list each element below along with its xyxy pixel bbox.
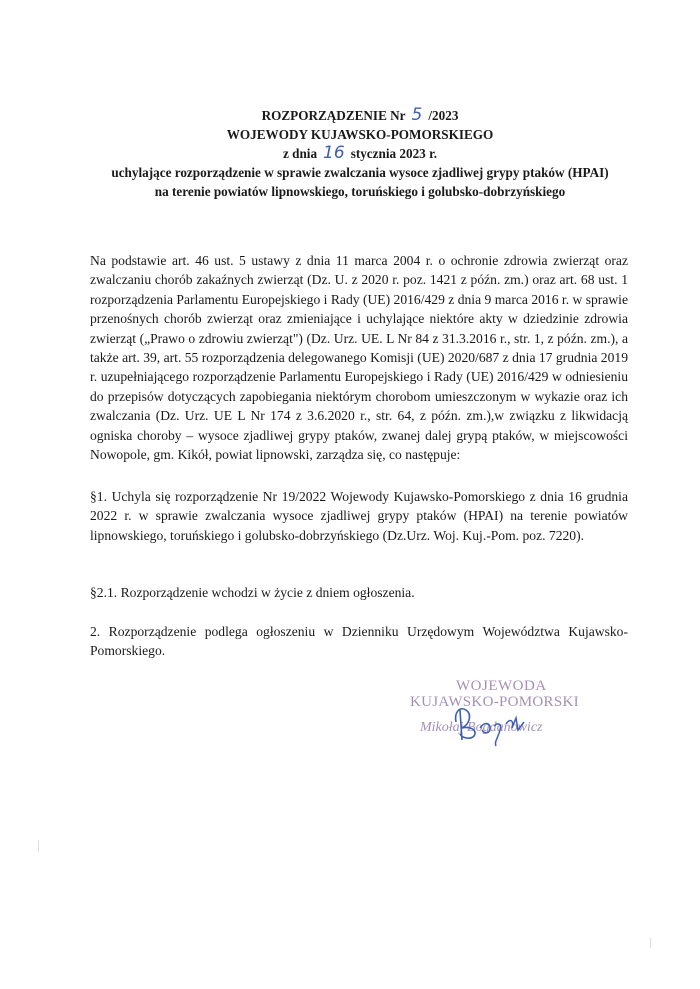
- stamp-line-1: WOJEWODA: [456, 678, 547, 694]
- paragraph-2-2: 2. Rozporządzenie podlega ogłoszeniu w Dzienniku Urzędowym Województwa Kujawsko-Pomorskiego.: [90, 624, 628, 659]
- title-line: [80, 106, 640, 125]
- handwritten-day: 16: [323, 143, 345, 163]
- document-header: [80, 106, 640, 201]
- subject-line-2: na terenie powiatów lipnowskiego, toruńskiego i golubsko-dobrzyńskiego: [154, 184, 566, 199]
- date-suffix: stycznia 2023 r.: [350, 146, 438, 161]
- scan-mark: [650, 938, 651, 948]
- handwritten-number: 5: [411, 105, 423, 125]
- stamp-line-3: Mikołaj Bogdanowicz: [420, 720, 543, 735]
- title-suffix: /2023: [428, 108, 459, 123]
- scan-mark: [38, 840, 39, 852]
- stamp-line-2: KUJAWSKO-POMORSKI: [410, 694, 579, 710]
- subject-line-1: uchylające rozporządzenie w sprawie zwalczania wysoce zjadliwej grypy ptaków (HPAI): [111, 165, 609, 180]
- signature: [448, 700, 568, 748]
- paragraph-2-1: §2.1. Rozporządzenie wchodzi w życie z dniem ogłoszenia.: [90, 585, 415, 600]
- date-line: [80, 144, 640, 163]
- paragraph-1: §1. Uchyla się rozporządzenie Nr 19/2022 Wojewody Kujawsko-Pomorskiego z dnia 16 grudnia 2022 r. w sprawie zwalczania wysoce zjadliwej grypy ptaków (HPAI) na terenie powiatów lipnowskiego, toruńskiego i golubsko-dobrzyńskiego (Dz.Urz. Woj. Kuj.-Pom. poz. 7220).: [90, 489, 628, 543]
- preamble-paragraph: Na podstawie art. 46 ust. 5 ustawy z dnia 11 marca 2004 r. o ochronie zdrowia zwierząt oraz zwalczaniu chorób zakaźnych zwierząt (Dz. U. z 2020 r. poz. 1421 z późn. zm.) oraz art. 68 ust. 1 rozporządzenia Parlamentu Europejskiego i Rady (UE) 2016/429 z dnia 9 marca 2016 r. w sprawie przenośnych chorób zwierząt oraz zmieniające i uchylające niektóre akty w dziedzinie zdrowia zwierząt („Prawo o zdrowiu zwierząt") (Dz. Urz. UE. L Nr 84 z 31.3.2016 r., str. 1, z późn. zm.), a także art. 39, art. 55 rozporządzenia delegowanego Komisji (UE) 2020/687 z dnia 17 grudnia 2019 r. uzupełniającego rozporządzenie Parlamentu Europejskiego i Rady (UE) 2016/429 w odniesieniu do przepisów dotyczących zapobiegania niektórym chorobom umieszczonym w wykazie oraz ich zwalczania (Dz. Urz. UE L Nr 174 z 3.6.2020 r., str. 64, z późn. zm.),w związku z likwidacją ogniska choroby – wysoce zjadliwej grypy ptaków, zwanej dalej grypą ptaków, w miejscowości Nowopole, gm. Kikół, powiat lipnowski, zarządza się, co następuje:: [90, 253, 628, 463]
- title-prefix: ROZPORZĄDZENIE Nr: [261, 108, 406, 123]
- date-prefix: z dnia: [282, 146, 318, 161]
- issuer-line: WOJEWODY KUJAWSKO-POMORSKIEGO: [226, 127, 494, 142]
